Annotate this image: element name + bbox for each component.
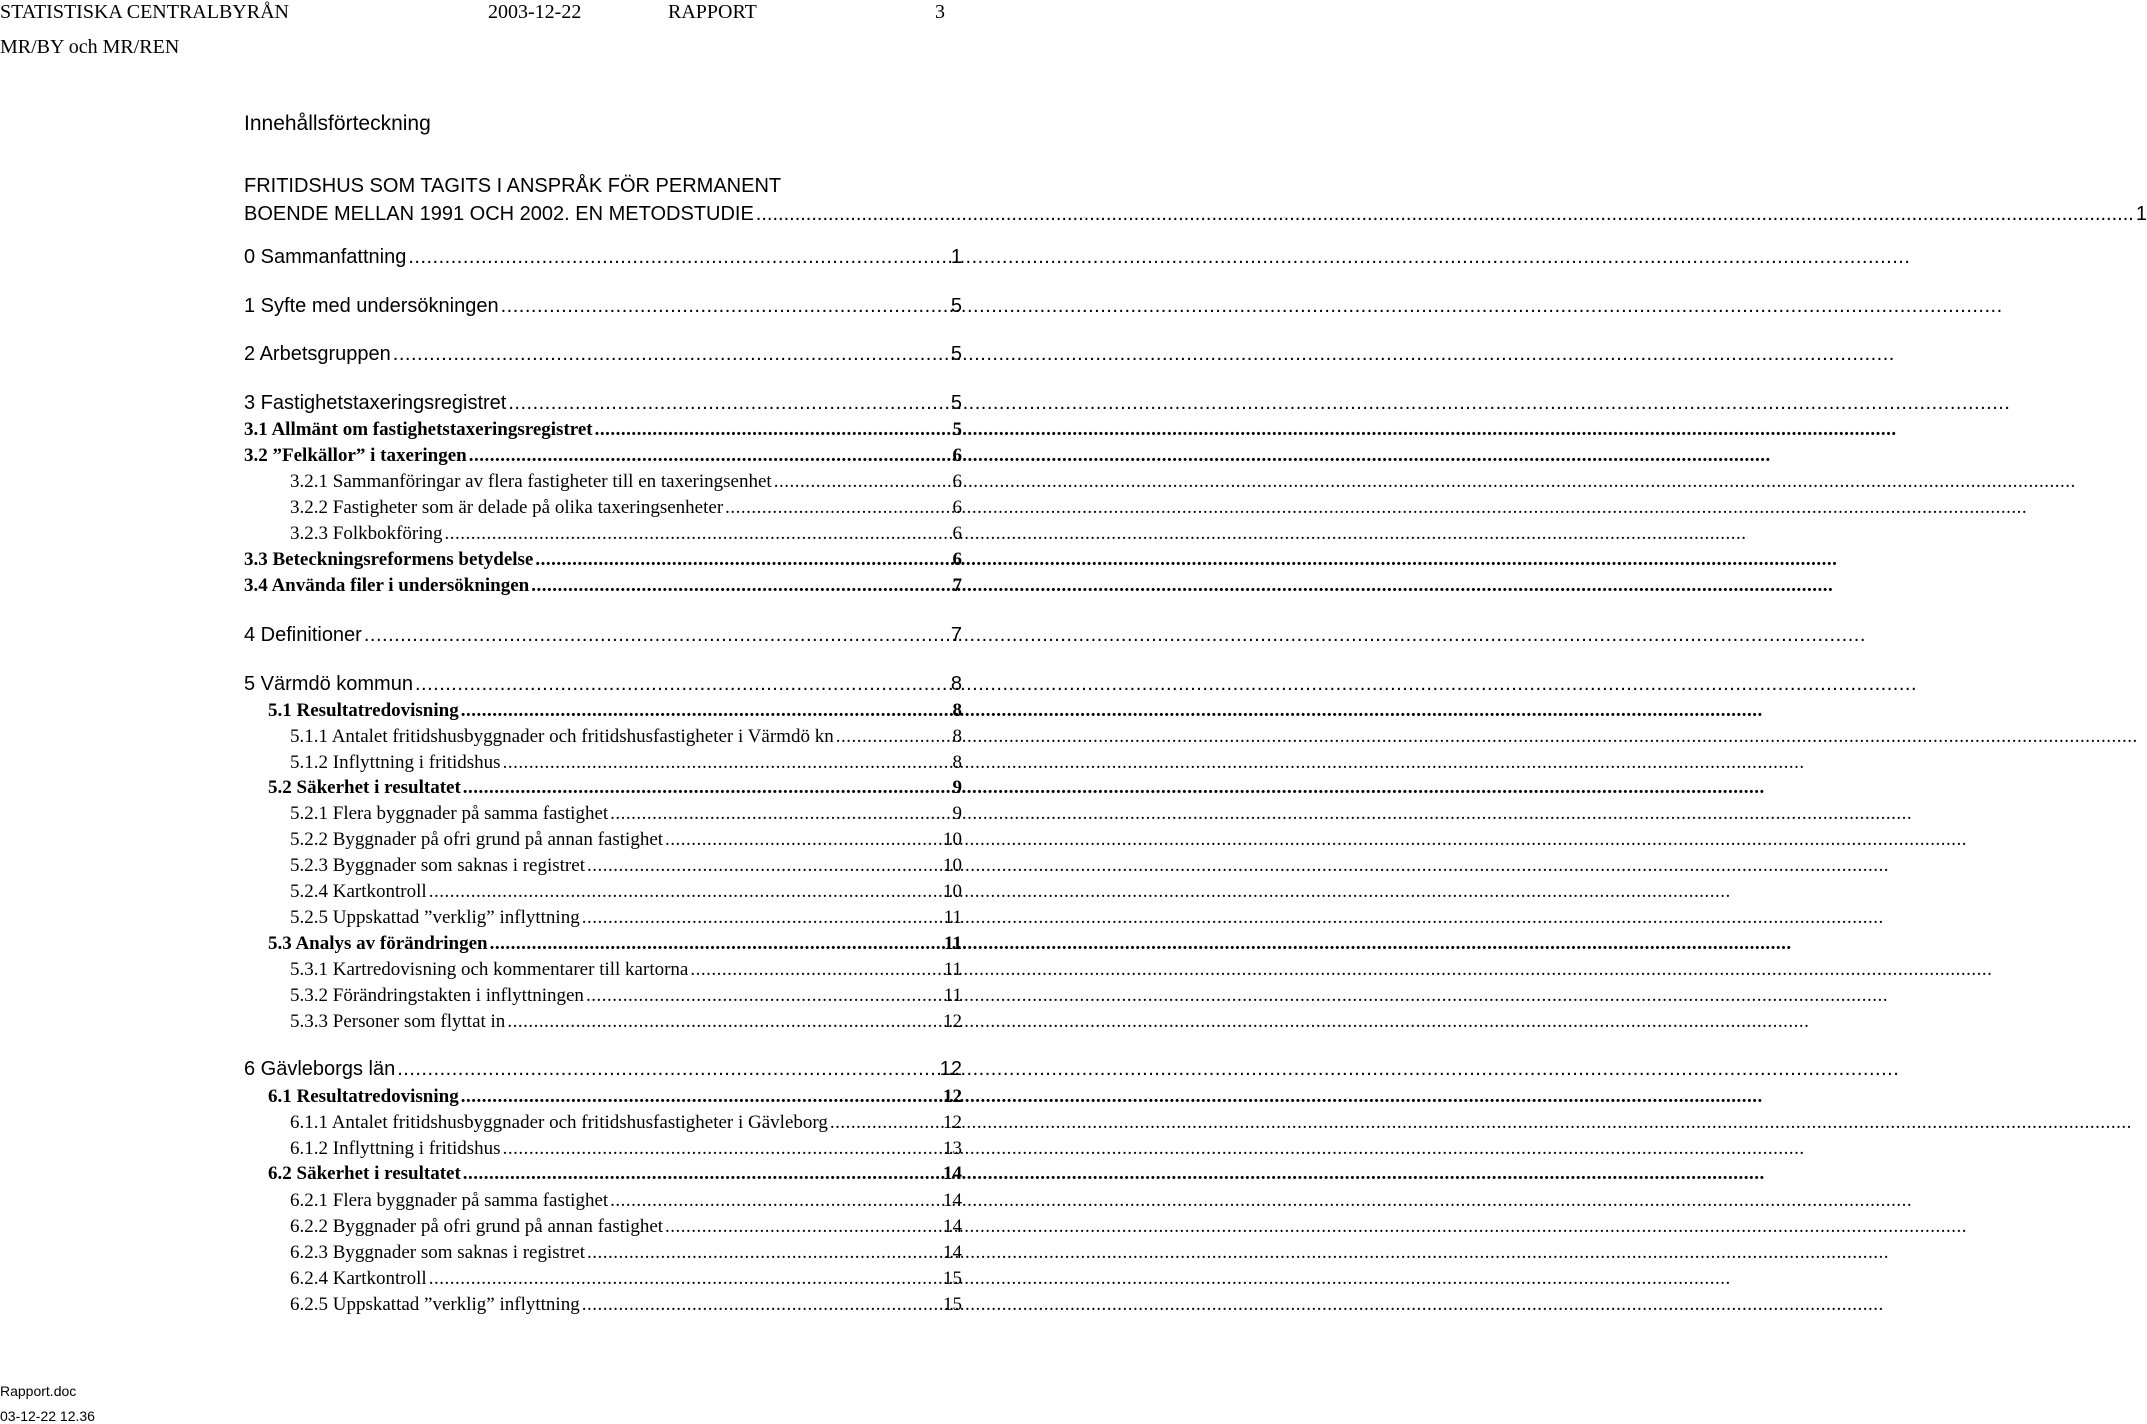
toc-entry[interactable] bbox=[244, 392, 962, 415]
toc-leader-dots bbox=[725, 497, 948, 519]
toc-entry[interactable] bbox=[290, 1011, 962, 1033]
toc-leader-dots bbox=[582, 907, 940, 929]
toc-entry[interactable] bbox=[244, 246, 962, 269]
toc-leader-dots bbox=[364, 624, 947, 647]
toc-entry-page: 11 bbox=[943, 985, 962, 1006]
toc-entry[interactable] bbox=[290, 523, 962, 545]
toc-entry-page: 9 bbox=[952, 803, 962, 824]
toc-entry-text: 4 Definitioner bbox=[244, 624, 362, 646]
toc-leader-dots bbox=[501, 295, 947, 318]
toc-leader-dots bbox=[531, 575, 948, 597]
toc-leader-dots bbox=[463, 777, 949, 799]
toc-entry-text: 5.3.3 Personer som flyttat in bbox=[290, 1011, 506, 1032]
toc-leader-dots bbox=[503, 1138, 939, 1160]
toc-entry[interactable] bbox=[268, 1086, 962, 1108]
toc-entry-page: 15 bbox=[943, 1294, 962, 1315]
toc-entry-page: 14 bbox=[943, 1242, 962, 1263]
toc-entry-page: 5 bbox=[950, 295, 962, 317]
toc-entry[interactable] bbox=[244, 343, 962, 366]
toc-entry[interactable] bbox=[290, 881, 962, 903]
toc-entry-text: 5.3.1 Kartredovisning och kommentarer till kartorna bbox=[290, 959, 689, 980]
toc-entry-text: 3.4 Använda filer i undersökningen bbox=[244, 575, 530, 596]
toc-entry-page: 12 bbox=[943, 1086, 962, 1107]
toc-entry[interactable] bbox=[244, 549, 962, 571]
toc-entry-page: 6 bbox=[952, 497, 962, 518]
toc-entry-text: 5 Värmdö kommun bbox=[244, 673, 413, 695]
toc-entry-text: 6.1 Resultatredovisning bbox=[268, 1086, 459, 1107]
toc-leader-dots bbox=[445, 523, 949, 545]
toc-leader-dots bbox=[665, 1216, 939, 1238]
footer-timestamp: 03-12-22 12.36 bbox=[0, 1408, 95, 1424]
toc-entry-page: 6 bbox=[952, 549, 962, 570]
toc-entry-page: 11 bbox=[944, 933, 962, 954]
toc-entry-text: 3.1 Allmänt om fastighetstaxeringsregistret bbox=[244, 419, 593, 440]
toc-entry[interactable] bbox=[244, 624, 962, 647]
toc-entry[interactable] bbox=[290, 1138, 962, 1160]
toc-entry-page: 10 bbox=[943, 881, 962, 902]
toc-entry[interactable] bbox=[290, 907, 962, 929]
toc-entry-page: 6 bbox=[952, 471, 962, 492]
toc-leader-dots bbox=[503, 752, 949, 774]
toc-leader-dots bbox=[610, 1190, 939, 1212]
header-org: STATISTISKA CENTRALBYRÅN bbox=[0, 1, 289, 23]
toc-leader-dots bbox=[415, 673, 947, 696]
toc-entry-page: 9 bbox=[952, 777, 962, 798]
toc-entry-page: 6 bbox=[952, 523, 962, 544]
toc-entry[interactable] bbox=[244, 673, 962, 696]
toc-entry-page: 14 bbox=[943, 1163, 962, 1184]
toc-entry-text: 6 Gävleborgs län bbox=[244, 1058, 396, 1080]
toc-entry[interactable] bbox=[290, 959, 962, 981]
toc-entry-text: 5.2.3 Byggnader som saknas i registret bbox=[290, 855, 585, 876]
toc-entry[interactable] bbox=[268, 1163, 962, 1185]
toc-entry-page: 14 bbox=[943, 1190, 962, 1211]
toc-main-title[interactable] bbox=[244, 172, 2147, 228]
toc-entry-page: 12 bbox=[943, 1112, 962, 1133]
toc-entry-page: 1 bbox=[950, 246, 962, 268]
toc-entry-text: 5.1.1 Antalet fritidshusbyggnader och fritidshusfastigheter i Värmdö kn bbox=[290, 726, 834, 747]
toc-leader-dots bbox=[582, 1294, 939, 1316]
toc-leader-dots bbox=[490, 933, 940, 955]
toc-main-title-line2: BOENDE MELLAN 1991 OCH 2002. EN METODSTUDIE bbox=[244, 203, 754, 225]
toc-leader-dots bbox=[507, 1011, 939, 1033]
toc-entry-text: 6.1.1 Antalet fritidshusbyggnader och fritidshusfastigheter i Gävleborg bbox=[290, 1112, 828, 1133]
toc-entry-text: 3.2.1 Sammanföringar av flera fastigheter till en taxeringsenhet bbox=[290, 471, 772, 492]
toc-leader-dots bbox=[690, 959, 939, 981]
toc-entry[interactable] bbox=[268, 700, 962, 722]
toc-entry[interactable] bbox=[290, 1268, 962, 1290]
toc-entry-page: 8 bbox=[952, 752, 962, 773]
toc-leader-dots bbox=[429, 881, 939, 903]
toc-entry-page: 13 bbox=[943, 1138, 962, 1159]
toc-leader-dots bbox=[836, 726, 949, 748]
toc-leader-dots bbox=[408, 246, 947, 269]
toc-entry-page: 5 bbox=[952, 419, 962, 440]
toc-entry-page: 15 bbox=[943, 1268, 962, 1289]
toc-entry-text: 5.2.1 Flera byggnader på samma fastighet bbox=[290, 803, 609, 824]
toc-entry[interactable] bbox=[290, 752, 962, 774]
toc-entry[interactable] bbox=[290, 855, 962, 877]
toc-entry-page: 8 bbox=[952, 700, 962, 721]
toc-entry-page: 12 bbox=[943, 1011, 962, 1032]
toc-entry[interactable] bbox=[244, 445, 962, 467]
toc-entry-text: 3.3 Beteckningsreformens betydelse bbox=[244, 549, 534, 570]
toc-entry-text: 6.2 Säkerhet i resultatet bbox=[268, 1163, 461, 1184]
toc-entry-text: 6.1.2 Inflyttning i fritidshus bbox=[290, 1138, 501, 1159]
toc-entry-text: 2 Arbetsgruppen bbox=[244, 343, 391, 365]
toc-leader-dots bbox=[830, 1112, 939, 1134]
toc-entry-page: 6 bbox=[952, 445, 962, 466]
toc-entry-page: 5 bbox=[950, 343, 962, 365]
header-department: MR/BY och MR/REN bbox=[0, 36, 180, 58]
toc-entry[interactable] bbox=[290, 829, 962, 851]
toc-entry-text: 3.2 ”Felkällor” i taxeringen bbox=[244, 445, 467, 466]
toc-entry-text: 3.2.2 Fastigheter som är delade på olika taxeringsenheter bbox=[290, 497, 724, 518]
toc-entry-page: 11 bbox=[943, 959, 962, 980]
toc-entry-page: 8 bbox=[950, 673, 962, 695]
toc-entry-page: 7 bbox=[952, 575, 962, 596]
toc-leader-dots bbox=[610, 803, 948, 825]
toc-entry-text: 6.2.2 Byggnader på ofri grund på annan fastighet bbox=[290, 1216, 664, 1237]
toc-leader-dots bbox=[429, 1268, 939, 1290]
toc-entry-text: 5.2 Säkerhet i resultatet bbox=[268, 777, 461, 798]
toc-entry-page: 10 bbox=[943, 829, 962, 850]
toc-entry[interactable] bbox=[290, 497, 962, 519]
toc-entry[interactable] bbox=[290, 985, 962, 1007]
toc-leader-dots bbox=[535, 549, 948, 571]
toc-leader-dots bbox=[587, 1242, 939, 1264]
toc-leader-dots bbox=[586, 985, 940, 1007]
toc-entry-page: 7 bbox=[950, 624, 962, 646]
toc-entry-text: 6.2.4 Kartkontroll bbox=[290, 1268, 427, 1289]
toc-leader-dots bbox=[595, 419, 949, 441]
toc-entry[interactable] bbox=[290, 803, 962, 825]
toc-entry[interactable] bbox=[290, 1190, 962, 1212]
toc-leader-dots bbox=[587, 855, 939, 877]
toc-main-title-page: 1 bbox=[2135, 203, 2147, 225]
toc-entry-page: 11 bbox=[943, 907, 962, 928]
toc-entry-text: 5.1.2 Inflyttning i fritidshus bbox=[290, 752, 501, 773]
toc-entry-text: 5.3 Analys av förändringen bbox=[268, 933, 488, 954]
toc-entry-page: 8 bbox=[952, 726, 962, 747]
toc-entry-page: 12 bbox=[939, 1058, 962, 1080]
toc-entry-page: 5 bbox=[950, 392, 962, 414]
toc-entry-text: 5.2.4 Kartkontroll bbox=[290, 881, 427, 902]
toc-entry-page: 14 bbox=[943, 1216, 962, 1237]
toc-leader-dots bbox=[508, 392, 947, 415]
toc-entry-text: 3.2.3 Folkbokföring bbox=[290, 523, 443, 544]
header-report-type: RAPPORT bbox=[668, 1, 757, 23]
toc-entry[interactable] bbox=[290, 471, 962, 493]
footer-filename: Rapport.doc bbox=[0, 1383, 77, 1399]
toc-entry-text: 3 Fastighetstaxeringsregistret bbox=[244, 392, 507, 414]
header-date: 2003-12-22 bbox=[488, 1, 582, 23]
toc-entry[interactable] bbox=[268, 933, 962, 955]
toc-entry[interactable] bbox=[290, 1216, 962, 1238]
toc-heading: Innehållsförteckning bbox=[244, 112, 431, 135]
toc-entry[interactable] bbox=[290, 726, 962, 748]
toc-entry[interactable] bbox=[290, 1112, 962, 1134]
header-page-number: 3 bbox=[935, 1, 945, 23]
toc-leader-dots bbox=[756, 200, 2134, 228]
toc-entry-text: 5.2.2 Byggnader på ofri grund på annan fastighet bbox=[290, 829, 664, 850]
toc-entry-text: 6.2.3 Byggnader som saknas i registret bbox=[290, 1242, 585, 1263]
toc-leader-dots bbox=[397, 1058, 936, 1081]
toc-leader-dots bbox=[461, 700, 949, 722]
toc-entry[interactable] bbox=[244, 1058, 962, 1081]
toc-entry[interactable] bbox=[268, 777, 962, 799]
toc-leader-dots bbox=[774, 471, 949, 493]
toc-entry-text: 6.2.1 Flera byggnader på samma fastighet bbox=[290, 1190, 609, 1211]
toc-leader-dots bbox=[393, 343, 947, 366]
toc-main-title-line1: FRITIDSHUS SOM TAGITS I ANSPRÅK FÖR PERMANENT bbox=[244, 175, 782, 197]
toc-entry[interactable] bbox=[244, 295, 962, 318]
toc-entry-page: 10 bbox=[943, 855, 962, 876]
toc-leader-dots bbox=[665, 829, 939, 851]
toc-entry-text: 5.3.2 Förändringstakten i inflyttningen bbox=[290, 985, 584, 1006]
toc-entry[interactable] bbox=[244, 419, 962, 441]
toc-leader-dots bbox=[469, 445, 949, 467]
toc-entry-text: 5.2.5 Uppskattad ”verklig” inflyttning bbox=[290, 907, 580, 928]
toc-entry-text: 6.2.5 Uppskattad ”verklig” inflyttning bbox=[290, 1294, 580, 1315]
toc-entry-text: 5.1 Resultatredovisning bbox=[268, 700, 459, 721]
toc-leader-dots bbox=[461, 1086, 939, 1108]
toc-entry-text: 1 Syfte med undersökningen bbox=[244, 295, 499, 317]
toc-entry[interactable] bbox=[244, 575, 962, 597]
toc-leader-dots bbox=[463, 1163, 939, 1185]
toc-entry[interactable] bbox=[290, 1294, 962, 1316]
toc-entry[interactable] bbox=[290, 1242, 962, 1264]
toc-entry-text: 0 Sammanfattning bbox=[244, 246, 407, 268]
